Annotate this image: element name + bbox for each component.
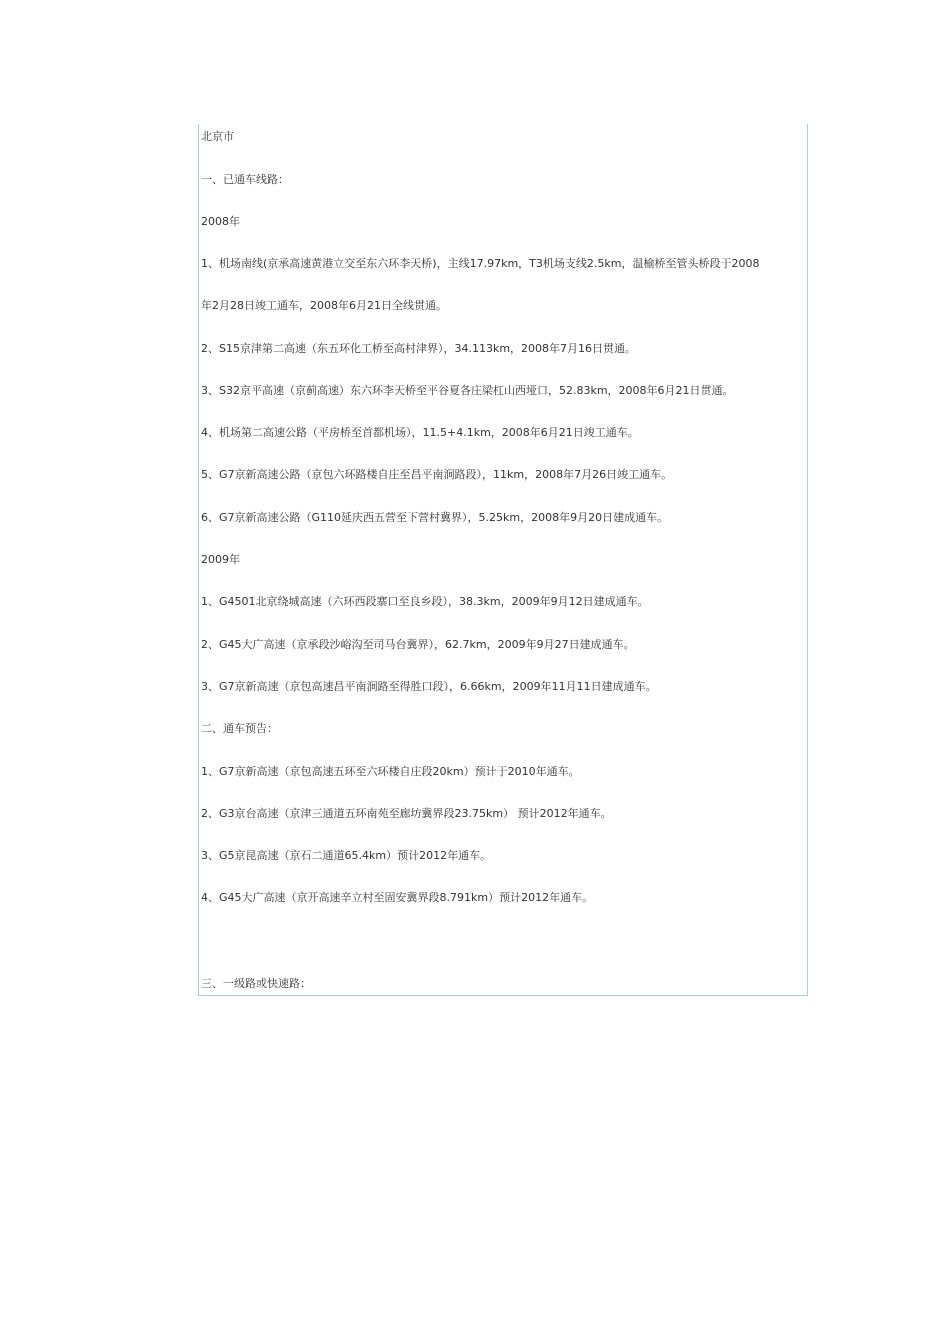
list-item: 3、G5京昆高速（京石二通道65.4km）预计2012年通车。 xyxy=(201,849,492,862)
list-item: 3、S32京平高速（京蓟高速）东六环李天桥至平谷夏各庄梁杠山西垭口，52.83km，2008年6月21日贯通。 xyxy=(201,384,734,397)
section-heading-forecast: 二、通车预告： xyxy=(201,722,278,735)
list-item: 2、G3京台高速（京津三通道五环南苑至廊坊冀界段23.75km） 预计2012年通车。 xyxy=(201,807,612,820)
list-item: 2、G45大广高速（京承段沙峪沟至司马台冀界），62.7km，2009年9月27日建成通车。 xyxy=(201,638,635,651)
year-heading-2008: 2008年 xyxy=(201,215,240,228)
list-item: 5、G7京新高速公路（京包六环路楼自庄至昌平南涧路段），11km，2008年7月26日竣工通车。 xyxy=(201,468,673,481)
list-item: 4、G45大广高速（京开高速辛立村至固安冀界段8.791km）预计2012年通车。 xyxy=(201,891,594,904)
list-item-continuation: 年2月28日竣工通车，2008年6月21日全线贯通。 xyxy=(201,299,447,312)
list-item: 1、机场南线(京承高速黄港立交至东六环李天桥)，主线17.97km，T3机场支线2.5km，温榆桥至管头桥段于2008 xyxy=(201,257,760,270)
section-heading-opened: 一、已通车线路： xyxy=(201,173,289,186)
year-heading-2009: 2009年 xyxy=(201,553,240,566)
list-item: 1、G4501北京绕城高速（六环西段寨口至良乡段），38.3km，2009年9月12日建成通车。 xyxy=(201,595,649,608)
list-item: 4、机场第二高速公路（平房桥至首都机场），11.5+4.1km，2008年6月21日竣工通车。 xyxy=(201,426,639,439)
list-item: 1、G7京新高速（京包高速五环至六环楼自庄段20km）预计于2010年通车。 xyxy=(201,765,580,778)
document-title: 北京市 xyxy=(201,130,234,143)
list-item: 2、S15京津第二高速（东五环化工桥至高村津界），34.113km，2008年7月16日贯通。 xyxy=(201,342,637,355)
list-item: 6、G7京新高速公路（G110延庆西五营至下营村冀界），5.25km，2008年9月20日建成通车。 xyxy=(201,511,669,524)
list-item: 3、G7京新高速（京包高速昌平南涧路至得胜口段），6.66km，2009年11月11日建成通车。 xyxy=(201,680,657,693)
document-frame xyxy=(198,124,808,996)
section-heading-expressway: 三、一级路或快速路： xyxy=(201,977,311,990)
